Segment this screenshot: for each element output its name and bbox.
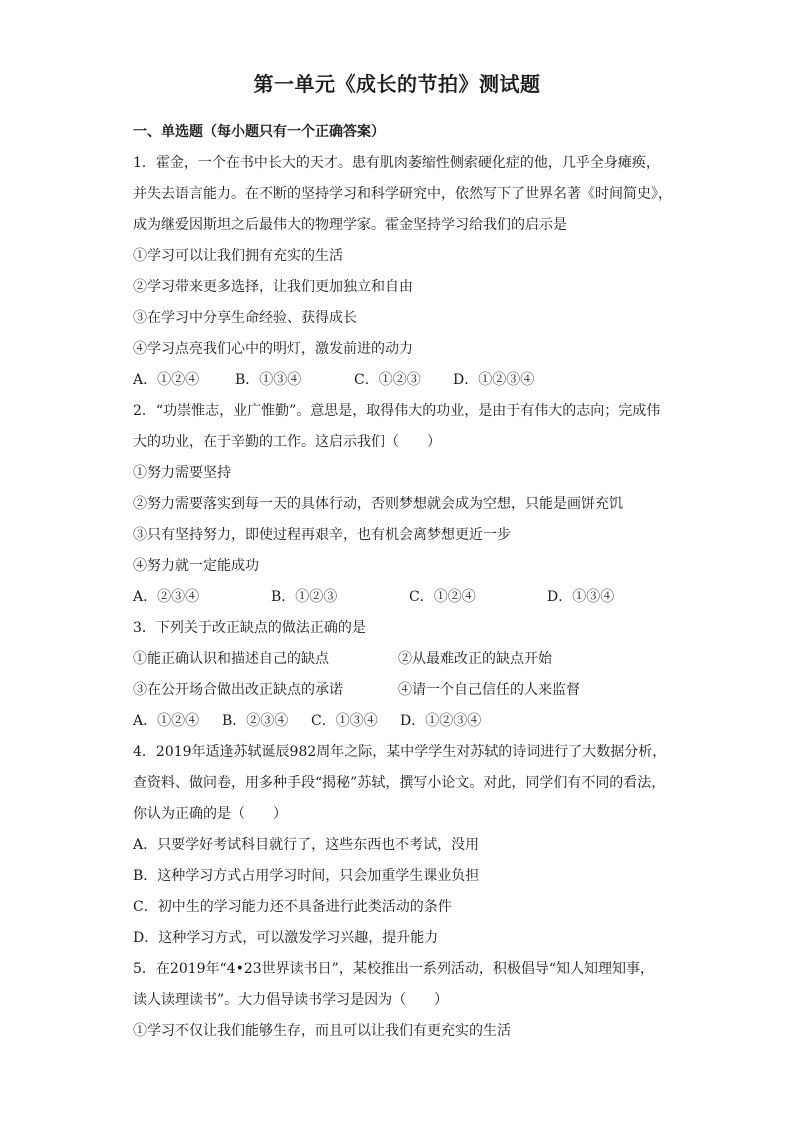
- question-text-line: 3．下列关于改正缺点的做法正确的是: [133, 620, 366, 636]
- statement-item: ②从最难改正的缺点开始: [398, 651, 552, 667]
- statement-item: ②学习带来更多选择，让我们更加独立和自由: [133, 279, 413, 295]
- answer-option-d: D．①②③④: [453, 372, 535, 388]
- statement-item: ①学习不仅让我们能够生存，而且可以让我们有更充实的生活: [133, 1023, 511, 1039]
- answer-option-a: A．①②④: [133, 372, 200, 388]
- answer-choice-d: D．这种学习方式，可以激发学习兴趣，提升能力: [133, 930, 439, 946]
- page-title: 第一单元《成长的节拍》测试题: [253, 72, 541, 96]
- statement-item: ③在学习中分享生命经验、获得成长: [133, 310, 357, 326]
- question-text-line: 2．“功崇惟志，业广惟勤”。意思是，取得伟大的功业，是由于有伟大的志向；完成伟: [133, 403, 661, 419]
- answer-option-b: B．①③④: [235, 372, 302, 388]
- question-5: [133, 954, 673, 1047]
- answer-option-b: B．②③④: [222, 713, 289, 729]
- question-text-line: 大的功业，在于辛勤的工作。这启示我们（ ）: [133, 434, 441, 450]
- question-4: [133, 737, 673, 954]
- statement-item: ①努力需要坚持: [133, 465, 231, 481]
- answer-choice-c: C．初中生的学习能力还不具备进行此类活动的条件: [133, 899, 452, 915]
- answer-option-a: A．①②④: [133, 713, 200, 729]
- question-text-line: 1．霍金，一个在书中长大的天才。患有肌肉萎缩性侧索硬化症的他，几乎全身瘫痪，: [133, 155, 660, 171]
- answer-option-c: C．①③④: [311, 713, 378, 729]
- answer-option-d: D．①②③④: [400, 713, 482, 729]
- question-text-line: 读人读理读书”。大力倡导读书学习是因为（ ）: [133, 992, 449, 1008]
- statement-item: ③只有坚持努力，即使过程再艰辛，也有机会离梦想更近一步: [133, 527, 511, 543]
- answer-option-b: B．①②③: [271, 589, 338, 605]
- statement-pair: [133, 644, 673, 675]
- question-3: [133, 613, 673, 737]
- answer-options: [133, 365, 673, 396]
- question-text-line: 成为继爱因斯坦之后最伟大的物理学家。霍金坚持学习给我们的启示是: [133, 217, 567, 233]
- section-heading: 一、单选题（每小题只有一个正确答案）: [133, 124, 385, 140]
- answer-option-c: C．①②④: [409, 589, 476, 605]
- statement-pair: [133, 675, 673, 706]
- statement-item: ②努力需要落实到每一天的具体行动，否则梦想就会成为空想，只能是画饼充饥: [133, 496, 623, 512]
- statement-item: ④请一个自己信任的人来监督: [398, 682, 580, 698]
- statement-item: ③在公开场合做出改正缺点的承诺: [133, 682, 343, 698]
- question-text-line: 并失去语言能力。在不断的坚持学习和科学研究中，依然写下了世界名著《时间简史》，: [133, 186, 672, 202]
- answer-option-a: A．②③④: [133, 589, 200, 605]
- question-text-line: 你认为正确的是（ ）: [133, 806, 287, 822]
- answer-options: [133, 706, 673, 737]
- answer-option-c: C．①②③: [354, 372, 421, 388]
- question-text-line: 查资料、做问卷，用多种手段“揭秘”苏轼，撰写小论文。对此，同学们有不同的看法，: [133, 775, 666, 791]
- question-text-line: 5．在2019年“4•23世界读书日”，某校推出一系列活动，积极倡导“知人知理知事，: [133, 961, 654, 977]
- statement-item: ④努力就一定能成功: [133, 558, 259, 574]
- question-2: [133, 396, 673, 613]
- statement-item: ①学习可以让我们拥有充实的生活: [133, 248, 343, 264]
- answer-choice-b: B．这种学习方式占用学习时间，只会加重学生课业负担: [133, 868, 480, 884]
- answer-options: [133, 582, 673, 613]
- answer-choice-a: A．只要学好考试科目就行了，这些东西也不考试，没用: [133, 837, 480, 853]
- statement-item: ①能正确认识和描述自己的缺点: [133, 651, 329, 667]
- statement-item: ④学习点亮我们心中的明灯，激发前进的动力: [133, 341, 413, 357]
- answer-option-d: D．①③④: [547, 589, 615, 605]
- document-body: [133, 121, 673, 1047]
- question-1: [133, 148, 673, 396]
- question-text-line: 4．2019年适逢苏轼诞辰982周年之际，某中学学生对苏轼的诗词进行了大数据分析，: [133, 744, 667, 760]
